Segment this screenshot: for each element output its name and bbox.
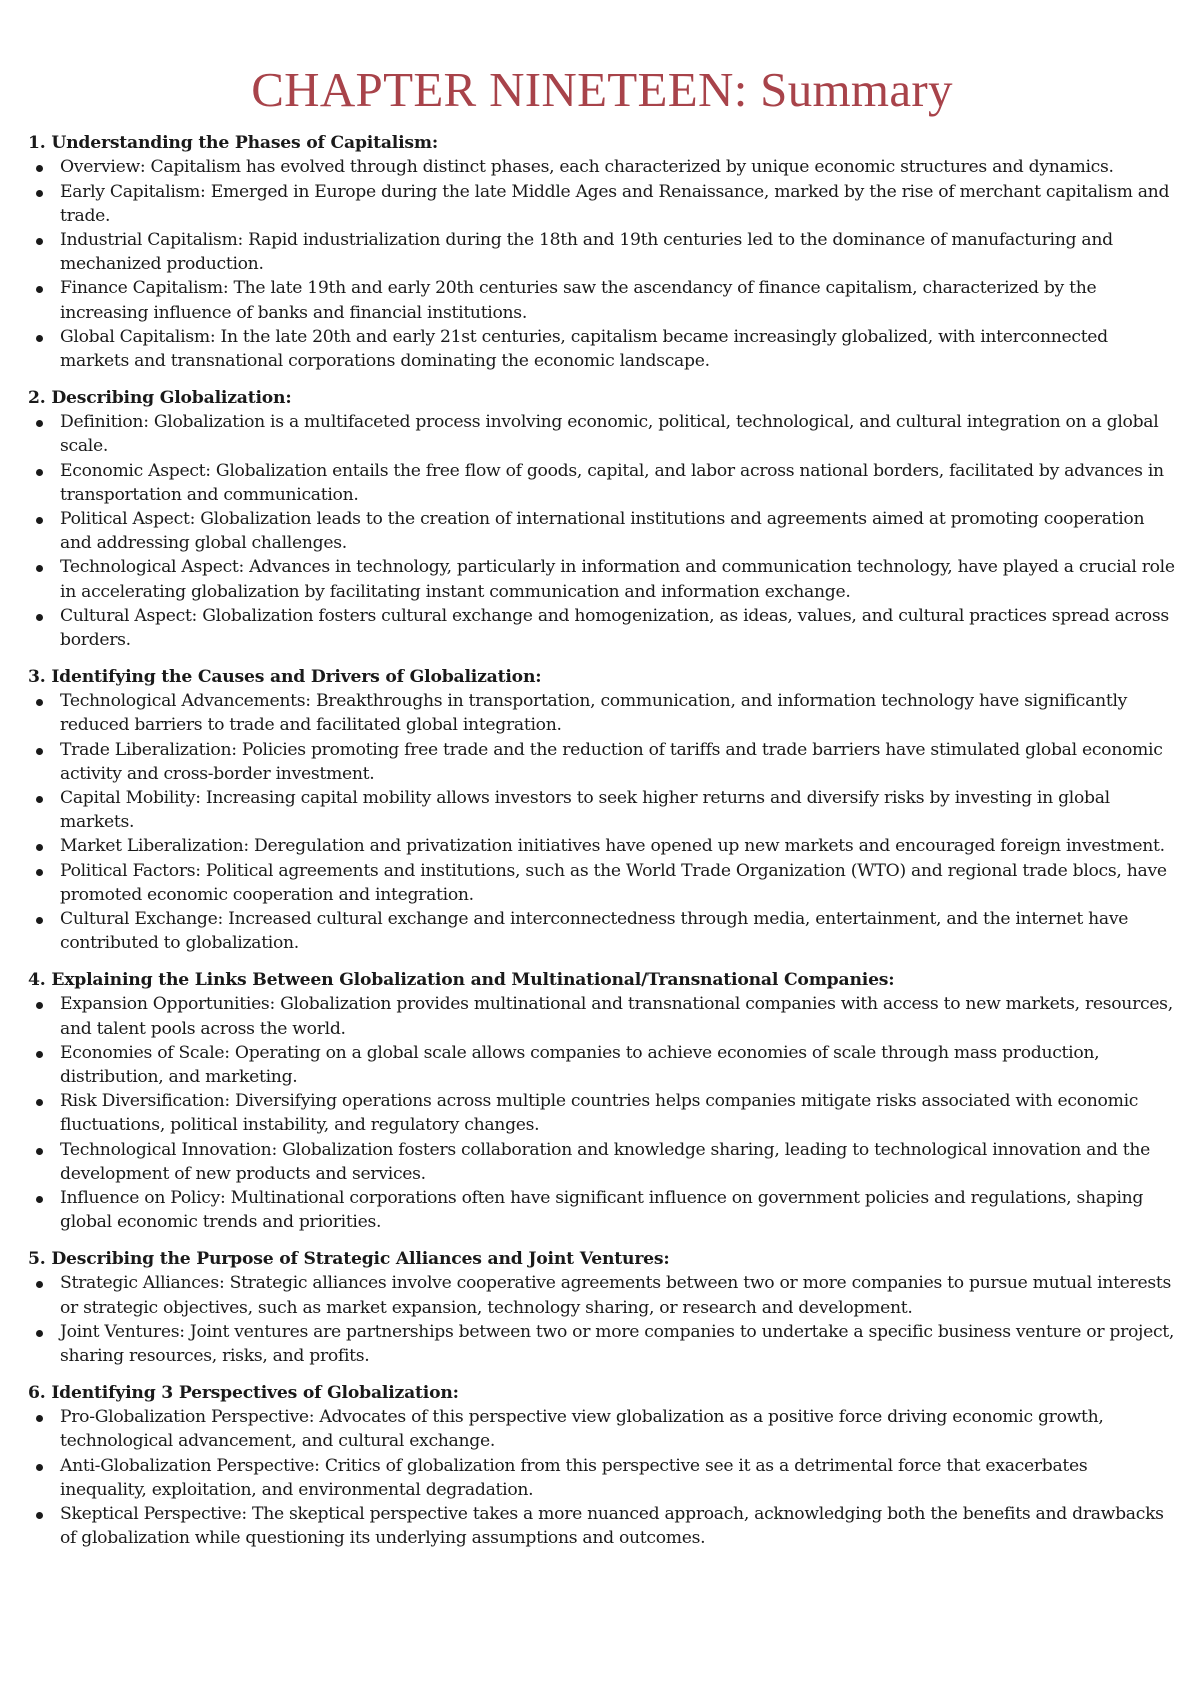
sections-container [28, 132, 1176, 1550]
section-heading: 3. Identifying the Causes and Drivers of Globalization: [28, 667, 542, 688]
list-item [28, 1138, 1176, 1186]
bullet-icon [36, 1512, 43, 1519]
list-item-text: Political Aspect: Globalization leads to the creation of international institutions and agreements aimed at promoting cooperation and addressing global challenges. [60, 508, 1145, 554]
bullet-icon [36, 1051, 43, 1058]
list-item-text: Political Factors: Political agreements and institutions, such as the World Trade Organization (WTO) and regional trade blocs, have promoted economic cooperation and integration. [60, 860, 1167, 905]
list-item-text: Market Liberalization: Deregulation and privatization initiatives have opened up new markets and encouraged foreign investment. [60, 836, 1165, 857]
section-heading: 4. Explaining the Links Between Globalization and Multinational/Transnational Companies: [28, 970, 895, 991]
bullet-icon [36, 614, 43, 621]
section-3 [28, 666, 1176, 955]
list-item [28, 1320, 1176, 1368]
section-5 [28, 1248, 1176, 1368]
list-item [28, 1089, 1176, 1137]
list-item-text: Expansion Opportunities: Globalization provides multinational and transnational companies with access to new markets, resources, and talent pools across the world. [60, 994, 1173, 1039]
bullet-icon [36, 165, 43, 172]
section-heading: 2. Describing Globalization: [28, 388, 292, 409]
bullet-list [28, 410, 1176, 652]
bullet-icon [36, 1281, 43, 1288]
list-item-text: Trade Liberalization: Policies promoting free trade and the reduction of tariffs and trade barriers have stimulated global economic activity and cross-border investment. [60, 739, 1163, 784]
list-item [28, 1186, 1176, 1234]
list-item [28, 738, 1176, 786]
list-item-text: Technological Advancements: Breakthroughs in transportation, communication, and information technology have significantly reduced barriers to trade and facilitated global integration. [60, 691, 1128, 736]
list-item [28, 1454, 1176, 1502]
section-heading: 5. Describing the Purpose of Strategic Alliances and Joint Ventures: [28, 1249, 670, 1270]
list-item-text: Skeptical Perspective: The skeptical perspective takes a more nuanced approach, acknowledging both the benefits and drawbacks of globalization while questioning its underlying assumptions and outcomes. [60, 1504, 1164, 1549]
section-4 [28, 969, 1176, 1234]
list-item-text: Economic Aspect: Globalization entails the free flow of goods, capital, and labor across national borders, facilitated by advances in transportation and communication. [60, 460, 1164, 505]
bullet-icon [36, 286, 43, 293]
list-item-text: Industrial Capitalism: Rapid industrialization during the 18th and 19th centuries led to the dominance of manufacturing and mechanized production. [60, 229, 1113, 275]
list-item [28, 1041, 1176, 1089]
list-item-text: Anti-Globalization Perspective: Critics of globalization from this perspective see it as a detrimental force that exacerbates inequality, exploitation, and environmental degradation. [60, 1455, 1088, 1500]
list-item [28, 228, 1176, 276]
bullet-icon [36, 420, 43, 427]
bullet-icon [36, 1148, 43, 1155]
list-item [28, 507, 1176, 555]
list-item [28, 786, 1176, 834]
list-item-text: Economies of Scale: Operating on a global scale allows companies to achieve economies of scale through mass production, distribution, and marketing. [60, 1042, 1100, 1088]
list-item-text: Technological Innovation: Globalization fosters collaboration and knowledge sharing, leading to technological innovation and the development of new products and services. [60, 1139, 1151, 1184]
bullet-icon [36, 869, 43, 876]
list-item-text: Cultural Exchange: Increased cultural exchange and interconnectedness through media, entertainment, and the internet have contributed to globalization. [60, 909, 1129, 954]
list-item-text: Pro-Globalization Perspective: Advocates of this perspective view globalization as a positive force driving economic growth, technological advancement, and cultural exchange. [60, 1407, 1104, 1452]
list-item [28, 325, 1176, 373]
bullet-icon [36, 748, 43, 755]
bullet-icon [36, 238, 43, 245]
bullet-icon [36, 1415, 43, 1422]
list-item [28, 834, 1176, 858]
list-item [28, 410, 1176, 458]
list-item-text: Joint Ventures: Joint ventures are partnerships between two or more companies to undertake a specific business venture or project, sharing resources, risks, and profits. [60, 1321, 1175, 1367]
list-item [28, 1405, 1176, 1453]
bullet-icon [36, 1464, 43, 1471]
bullet-list [28, 155, 1176, 373]
section-heading: 1. Understanding the Phases of Capitalism: [28, 133, 439, 154]
bullet-icon [36, 699, 43, 706]
bullet-icon [36, 335, 43, 342]
list-item-text: Technological Aspect: Advances in technology, particularly in information and communication technology, have played a crucial role in accelerating globalization by facilitating instant communication and information exchange. [60, 557, 1175, 602]
list-item [28, 1502, 1176, 1550]
list-item-text: Global Capitalism: In the late 20th and early 21st centuries, capitalism became increasingly globalized, with interconnected markets and transnational corporations dominating the economic landscape. [60, 326, 1108, 371]
bullet-icon [36, 917, 43, 924]
section-heading: 6. Identifying 3 Perspectives of Globalization: [28, 1383, 459, 1404]
bullet-icon [36, 1196, 43, 1203]
bullet-icon [36, 469, 43, 476]
list-item-text: Risk Diversification: Diversifying operations across multiple countries helps companies mitigate risks associated with economic fluctuations, political instability, and regulatory changes. [60, 1091, 1139, 1136]
bullet-icon [36, 565, 43, 572]
section-1 [28, 132, 1176, 373]
list-item [28, 907, 1176, 955]
list-item-text: Overview: Capitalism has evolved through distinct phases, each characterized by unique economic structures and dynamics. [60, 157, 1114, 178]
bullet-icon [36, 796, 43, 803]
list-item [28, 859, 1176, 907]
list-item [28, 459, 1176, 507]
bullet-icon [36, 1002, 43, 1009]
list-item [28, 180, 1176, 228]
bullet-icon [36, 517, 43, 524]
page-title: CHAPTER NINETEEN: Summary [251, 62, 953, 117]
bullet-list [28, 1271, 1176, 1368]
list-item-text: Influence on Policy: Multinational corporations often have significant influence on government policies and regulations, shaping global economic trends and priorities. [60, 1188, 1144, 1233]
list-item [28, 1271, 1176, 1319]
list-item-text: Capital Mobility: Increasing capital mobility allows investors to seek higher returns and diversify risks by investing in global markets. [60, 788, 1110, 833]
list-item-text: Finance Capitalism: The late 19th and early 20th centuries saw the ascendancy of finance capitalism, characterized by the increasing influence of banks and financial institutions. [60, 278, 1097, 323]
bullet-list [28, 992, 1176, 1234]
list-item [28, 689, 1176, 737]
list-item [28, 276, 1176, 324]
bullet-list [28, 689, 1176, 955]
list-item [28, 555, 1176, 603]
bullet-icon [36, 190, 43, 197]
list-item-text: Early Capitalism: Emerged in Europe during the late Middle Ages and Renaissance, marked by the rise of merchant capitalism and trade. [60, 181, 1170, 226]
list-item-text: Strategic Alliances: Strategic alliances involve cooperative agreements between two or more companies to pursue mutual interests or strategic objectives, such as market expansion, technology sharing, or research and development. [60, 1273, 1171, 1318]
list-item [28, 604, 1176, 652]
bullet-list [28, 1405, 1176, 1550]
list-item-text: Cultural Aspect: Globalization fosters cultural exchange and homogenization, as ideas, values, and cultural practices spread across borders. [60, 605, 1169, 650]
bullet-icon [36, 1330, 43, 1337]
list-item-text: Definition: Globalization is a multifaceted process involving economic, political, technological, and cultural integration on a global scale. [60, 412, 1159, 457]
list-item [28, 155, 1176, 179]
bullet-icon [36, 1099, 43, 1106]
bullet-icon [36, 844, 43, 851]
section-6 [28, 1382, 1176, 1550]
list-item [28, 992, 1176, 1040]
section-2 [28, 387, 1176, 652]
